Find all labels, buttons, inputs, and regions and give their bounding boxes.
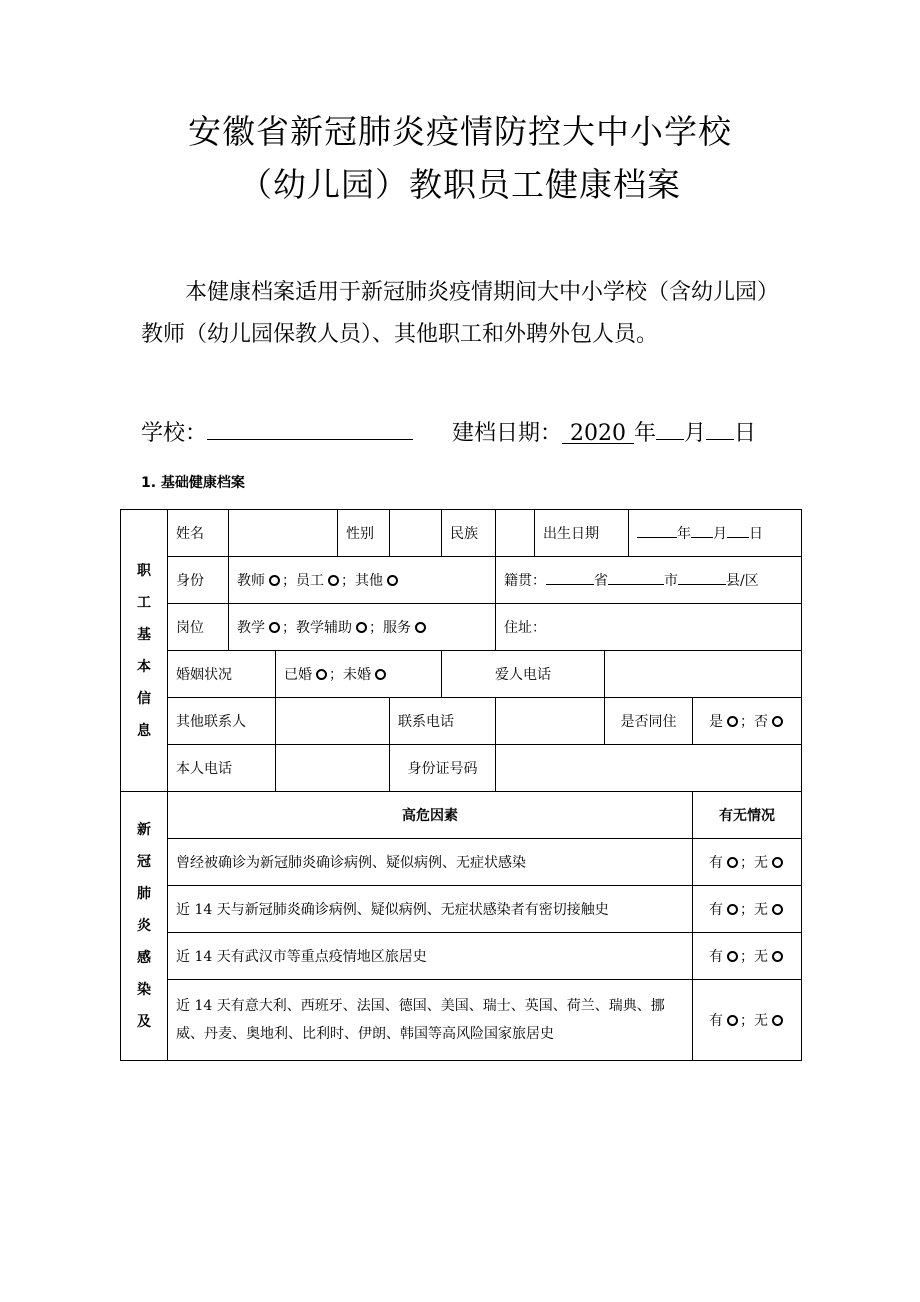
unmarried-radio[interactable]: [375, 669, 386, 680]
title-line-2: （幼儿园）教职员工健康档案: [239, 165, 681, 204]
risk-item-text: 近 14 天有武汉市等重点疫情地区旅居史: [168, 933, 693, 980]
contact-phone-label: 联系电话: [390, 698, 496, 745]
teaching-radio[interactable]: [269, 622, 280, 633]
risk-yes-radio[interactable]: [727, 951, 738, 962]
risk-options: 有 ；无: [693, 886, 802, 933]
day-blank[interactable]: [706, 412, 734, 440]
row-identity: [121, 557, 802, 604]
name-label: 姓名: [168, 510, 229, 557]
risk-status-header: 有无情况: [693, 792, 802, 839]
month-blank[interactable]: [656, 412, 684, 440]
row-position: [121, 604, 802, 651]
row-contact: [121, 698, 802, 745]
basic-info-group-label: 职工基本信息: [121, 510, 168, 792]
staff-radio[interactable]: [328, 575, 339, 586]
id-number-label: 身份证号码: [390, 745, 496, 792]
day-unit: 日: [734, 421, 757, 446]
ethnicity-label: 民族: [442, 510, 496, 557]
own-phone-input[interactable]: [276, 745, 390, 792]
identity-options: 教师 ；员工 ；其他: [229, 557, 496, 604]
risk-options: 有 ；无: [693, 933, 802, 980]
spouse-phone-input[interactable]: [605, 651, 802, 698]
id-number-input[interactable]: [496, 745, 802, 792]
section-title: 1. 基础健康档案: [141, 475, 245, 491]
date-label: 建档日期：: [452, 421, 563, 446]
school-blank[interactable]: [207, 412, 413, 440]
other-radio[interactable]: [387, 575, 398, 586]
health-record-table: [120, 509, 802, 1061]
cohabit-no-radio[interactable]: [772, 716, 783, 727]
school-label: 学校：: [141, 421, 208, 446]
cohabit-options: 是 ；否: [693, 698, 802, 745]
row-name: [121, 510, 802, 557]
risk-yes-radio[interactable]: [727, 904, 738, 915]
intro-paragraph: 本健康档案适用于新冠肺炎疫情期间大中小学校（含幼儿园）教师（幼儿园保教人员）、其他职工和外聘外包人员。: [141, 280, 780, 347]
risk-options: 有 ；无: [693, 839, 802, 886]
risk-header-row: [121, 792, 802, 839]
row-marital: [121, 651, 802, 698]
own-phone-label: 本人电话: [168, 745, 276, 792]
birthdate-label: 出生日期: [535, 510, 629, 557]
risk-row: [121, 980, 802, 1061]
risk-factor-header: 高危因素: [168, 792, 693, 839]
title-line-1: 安徽省新冠肺炎疫情防控大中小学校: [188, 112, 732, 151]
name-input[interactable]: [229, 510, 338, 557]
risk-yes-radio[interactable]: [727, 857, 738, 868]
other-contact-input[interactable]: [276, 698, 390, 745]
risk-options: 有 ；无: [693, 980, 802, 1061]
cohabit-yes-radio[interactable]: [727, 716, 738, 727]
risk-no-radio[interactable]: [772, 904, 783, 915]
birthdate-input[interactable]: 年 月 日: [629, 510, 802, 557]
other-contact-label: 其他联系人: [168, 698, 276, 745]
position-options: 教学 ；教学辅助 ；服务: [229, 604, 496, 651]
gender-label: 性别: [338, 510, 390, 557]
risk-item-text: 近 14 天与新冠肺炎确诊病例、疑似病例、无症状感染者有密切接触史: [168, 886, 693, 933]
spouse-phone-label: 爱人电话: [442, 651, 605, 698]
risk-item-text: 曾经被确诊为新冠肺炎确诊病例、疑似病例、无症状感染: [168, 839, 693, 886]
teaching-aux-radio[interactable]: [356, 622, 367, 633]
gender-input[interactable]: [390, 510, 442, 557]
risk-row: [121, 933, 802, 980]
risk-row: [121, 886, 802, 933]
school-field: [141, 412, 413, 452]
married-radio[interactable]: [316, 669, 327, 680]
risk-no-radio[interactable]: [772, 951, 783, 962]
native-place-field[interactable]: 籍贯： 省 市 县/区: [496, 557, 802, 604]
month-unit: 月: [684, 421, 707, 446]
risk-no-radio[interactable]: [772, 857, 783, 868]
date-field: [452, 412, 756, 452]
address-field[interactable]: 住址：: [496, 604, 802, 651]
ethnicity-input[interactable]: [496, 510, 535, 557]
risk-no-radio[interactable]: [772, 1015, 783, 1026]
contact-phone-input[interactable]: [496, 698, 605, 745]
service-radio[interactable]: [415, 622, 426, 633]
position-label: 岗位: [168, 604, 229, 651]
risk-group-label: 新冠肺炎感染及: [121, 792, 168, 1061]
identity-label: 身份: [168, 557, 229, 604]
marital-options: 已婚 ；未婚: [276, 651, 442, 698]
cohabit-label: 是否同住: [605, 698, 693, 745]
row-phone-id: [121, 745, 802, 792]
risk-item-text: 近 14 天有意大利、西班牙、法国、德国、美国、瑞士、英国、荷兰、瑞典、挪威、丹麦、奥地利、比利时、伊朗、韩国等高风险国家旅居史: [168, 980, 693, 1061]
marital-label: 婚姻状况: [168, 651, 276, 698]
year-value[interactable]: 2020: [562, 416, 634, 444]
risk-yes-radio[interactable]: [727, 1015, 738, 1026]
year-unit: 年: [634, 421, 657, 446]
risk-row: [121, 839, 802, 886]
teacher-radio[interactable]: [269, 575, 280, 586]
